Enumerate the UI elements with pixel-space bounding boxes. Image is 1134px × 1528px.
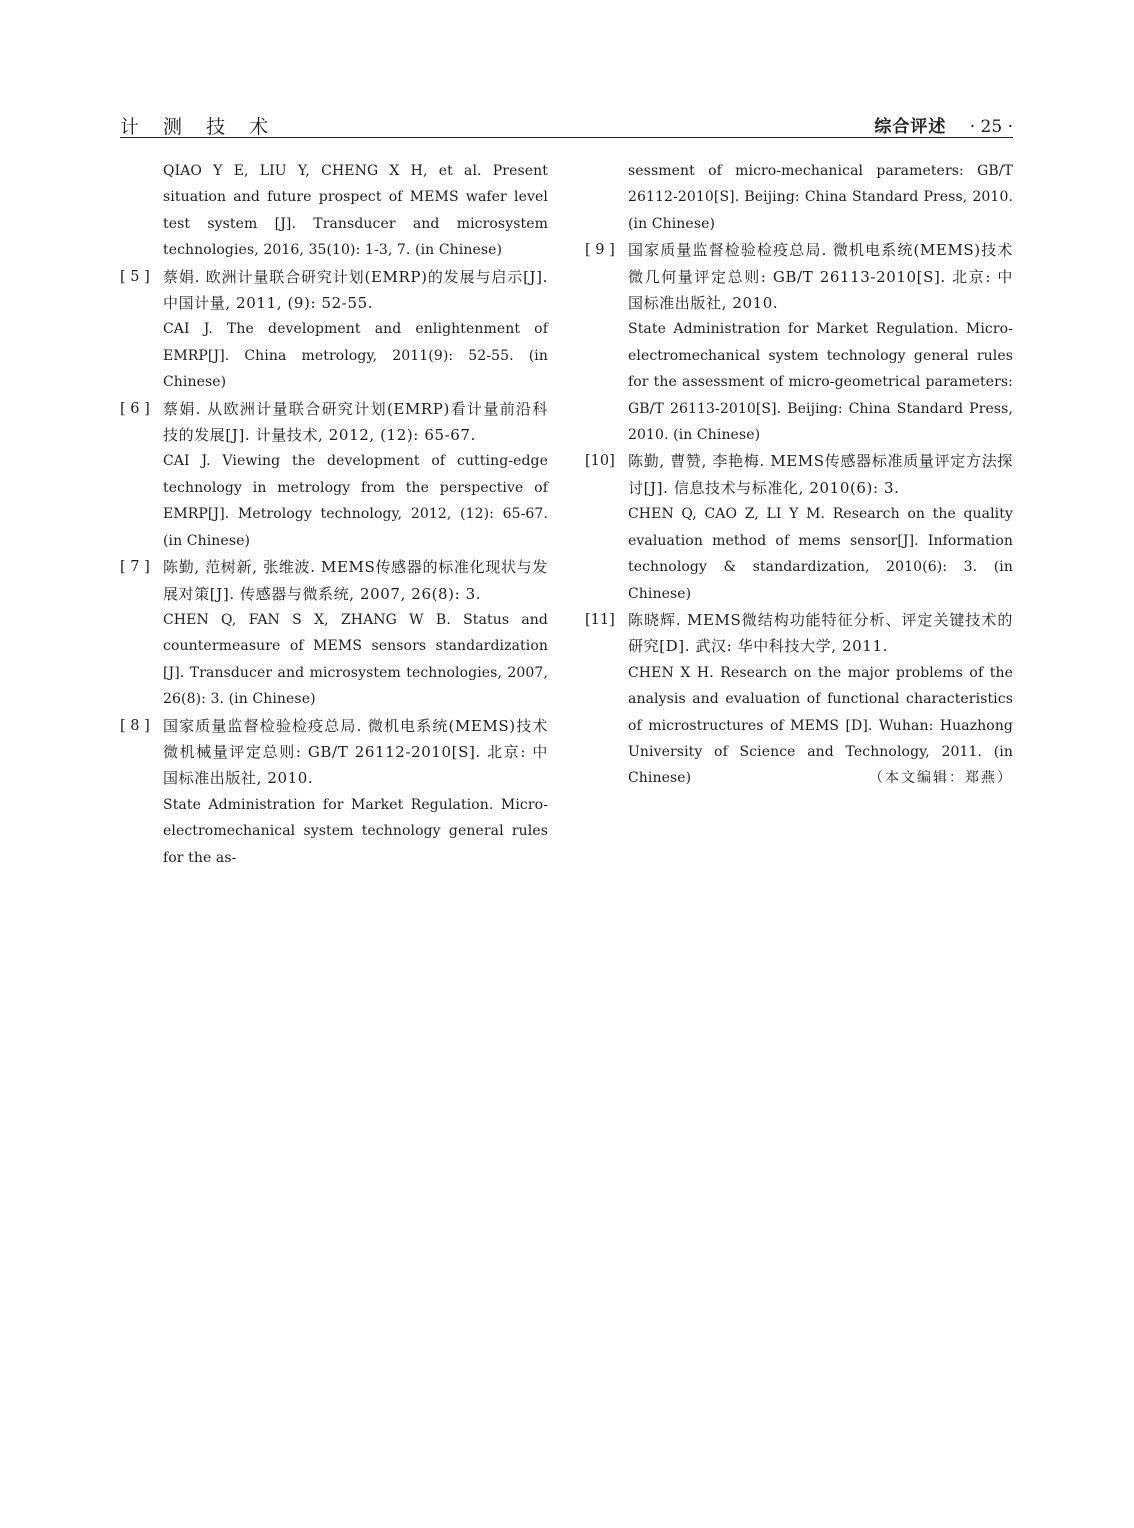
reference-english: CAI J. Viewing the development of cutting-edge technology in metrology from the perspective of EMRP[J]. Metrology technology, 2012, (12): 65-67. (in Chinese) [163, 453, 548, 549]
page-header [120, 110, 1013, 138]
reference-entry [585, 607, 1013, 792]
reference-english: CHEN X H. Research on the major problems of the analysis and evaluation of functional characteristics of microstructures of MEMS [D]. Wuhan: Huazhong University of Science and Technology, 2011. (in Chinese) [628, 664, 1013, 787]
reference-english: sessment of micro-mechanical parameters: GB/T 26112-2010[S]. Beijing: China Standard Press, 2010. (in Chinese) [628, 163, 1013, 232]
reference-chinese: 国家质量监督检验检疫总局. 微机电系统(MEMS)技术微几何量评定总则: GB/T 26113-2010[S]. 北京: 中国标准出版社, 2010. [628, 241, 1013, 313]
reference-entry [120, 396, 548, 554]
journal-title: 计 测 技 术 [120, 116, 278, 138]
reference-entry [585, 237, 1013, 448]
reference-number: [ 9 ] [585, 242, 615, 259]
reference-chinese: 国家质量监督检验检疫总局. 微机电系统(MEMS)技术微机械量评定总则: GB/T 26112-2010[S]. 北京: 中国标准出版社, 2010. [163, 716, 548, 788]
reference-entry [120, 554, 548, 712]
reference-english: CHEN Q, FAN S X, ZHANG W B. Status and countermeasure of MEMS sensors standardization [J]. Transducer and microsystem technologies, 2007, 26(8): 3. (in Chinese) [163, 611, 548, 708]
reference-entry [585, 158, 1013, 237]
reference-number: [ 5 ] [120, 268, 150, 285]
reference-english: State Administration for Market Regulation. Micro-electromechanical system technology general rules for the assessment of micro-geometrical parameters: GB/T 26113-2010[S]. Beijing: China Standard Press, 2010. (in Chinese) [628, 321, 1013, 444]
editor-note: （本文编辑：郑燕） [869, 770, 1013, 786]
reference-chinese: 陈勤, 曹赞, 李艳梅. MEMS传感器标准质量评定方法探讨[J]. 信息技术与标准化, 2010(6): 3. [628, 452, 1013, 497]
section-name: 综合评述 [874, 117, 947, 137]
reference-english: State Administration for Market Regulation. Micro-electromechanical system technology general rules for the as- [163, 796, 548, 866]
section-heading [874, 112, 1013, 137]
reference-number: [11] [585, 611, 615, 628]
reference-english: CAI J. The development and enlightenment of EMRP[J]. China metrology, 2011(9): 52-55. (in Chinese) [163, 321, 548, 391]
reference-english: CHEN Q, CAO Z, LI Y M. Research on the quality evaluation method of mems sensor[J]. Information technology & standardization, 2010(6): 3. (in Chinese) [628, 506, 1013, 602]
reference-number: [ 8 ] [120, 717, 150, 734]
reference-entry [120, 713, 548, 871]
reference-chinese: 蔡娟. 从欧洲计量联合研究计划(EMRP)看计量前沿科技的发展[J]. 计量技术, 2012, (12): 65-67. [163, 399, 548, 445]
reference-number: [ 7 ] [120, 559, 150, 576]
right-column [585, 158, 1013, 792]
reference-entry [585, 448, 1013, 606]
reference-number: [10] [585, 453, 615, 470]
reference-chinese: 陈勤, 范树新, 张维波. MEMS传感器的标准化现状与发展对策[J]. 传感器与微系统, 2007, 26(8): 3. [163, 558, 548, 603]
reference-entry [120, 264, 548, 396]
page-number: · 25 · [969, 117, 1013, 137]
reference-number: [ 6 ] [120, 400, 150, 417]
left-column [120, 158, 548, 871]
reference-chinese: 陈晓辉. MEMS微结构功能特征分析、评定关键技术的研究[D]. 武汉: 华中科技大学, 2011. [628, 610, 1013, 656]
reference-chinese: 蔡娟. 欧洲计量联合研究计划(EMRP)的发展与启示[J]. 中国计量, 2011, (9): 52-55. [163, 267, 548, 313]
reference-entry [120, 158, 548, 264]
reference-english: QIAO Y E, LIU Y, CHENG X H, et al. Present situation and future prospect of MEMS wafer level test system [J]. Transducer and microsystem technologies, 2016, 35(10): 1-3, 7. (in Chinese) [163, 163, 548, 259]
